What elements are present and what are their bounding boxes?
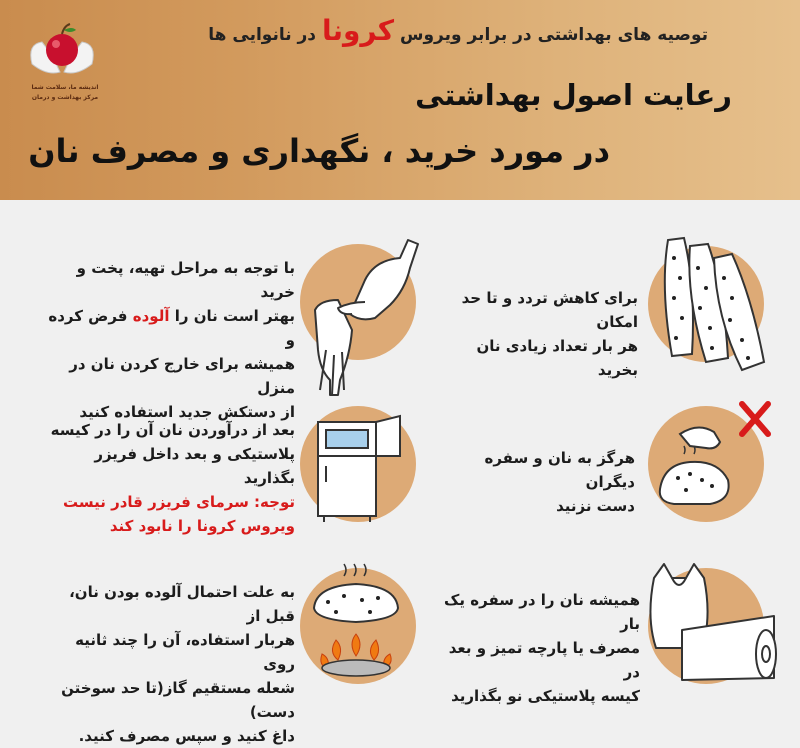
logo-caption: اندیشه ما، سلامت شما [31,84,99,91]
freezer-icon [312,416,412,526]
flatbread-icon [650,228,780,378]
header-subtitle [208,14,708,47]
tip-freezer-note-line2: ویروس کرونا را نابود کند [109,517,295,535]
header-subtitle-prefix: توصیه های بهداشتی در برابر ویروس [400,25,708,45]
plastic-bag-cloth-icon [642,558,782,688]
logo [22,14,102,106]
tip-heat-line1: به علت احتمال آلوده بودن نان، قبل از [69,583,295,625]
tip-freezer [40,418,295,538]
tip-gloves-line2-end: فرض کرده و [48,307,295,349]
tip-heat-line4: داغ کنید و سپس مصرف کنید. [78,727,295,745]
tip-cloth-line1: همیشه نان را در سفره یک بار [444,591,640,633]
tip-heat [40,580,295,748]
tip-touch-line2: دست نزنید [556,497,635,515]
tip-freezer-line2: پلاستیکی و بعد داخل فریزر بگذارید [94,445,295,487]
tip-buy [438,286,638,382]
no-touch-bread-icon [650,394,780,524]
cross-icon [742,404,768,434]
tip-touch-line1: هرگز به نان و سفره دیگران [484,449,635,491]
tip-touch [460,446,635,518]
tip-gloves-highlight: آلوده [132,307,170,325]
header-subtitle-highlight: کرونا [321,14,395,47]
gloves-icon [290,230,430,410]
tip-cloth-line3: کیسه پلاستیکی نو بگذارید [451,687,640,705]
tip-gloves-line3: همیشه برای خارج کردن نان در منزل [69,355,295,397]
tip-gloves-line2 [40,304,295,352]
tip-cloth-line2: مصرف یا پارچه تمیز و بعد در [448,639,640,681]
tip-freezer-line1: بعد از درآوردن نان آن را در کیسه [50,421,295,439]
tip-buy-line1: برای کاهش تردد و تا حد امکان [461,289,638,331]
tip-heat-line3: شعله مستقیم گاز(تا حد سوختن دست) [61,679,295,721]
tip-gloves-line4: از دستکش جدید استفاده کنید [79,403,295,421]
tip-gloves-line2-start: بهتر است نان را [174,307,295,325]
page-title: رعایت اصول بهداشتی [415,78,732,112]
tip-gloves-line1: با توجه به مراحل تهیه، پخت و خرید [76,259,295,301]
header-subtitle-suffix: در نانوایی ها [208,25,317,45]
tip-buy-line2: هر بار تعداد زیادی نان بخرید [476,337,638,379]
page-title-secondary: در مورد خرید ، نگهداری و مصرف نان [28,132,610,170]
logo-caption-secondary: مرکز بهداشت و درمان [31,94,99,101]
header-banner [0,0,800,200]
tip-freezer-note-line1: توجه: سرمای فریزر قادر نیست [62,493,295,511]
gas-flame-icon [300,556,420,686]
apple-hands-icon [22,14,102,94]
tip-cloth [440,588,640,708]
tip-gloves [40,256,295,424]
tip-heat-line2: هربار استفاده، آن را چند ثانیه روی [75,631,295,673]
